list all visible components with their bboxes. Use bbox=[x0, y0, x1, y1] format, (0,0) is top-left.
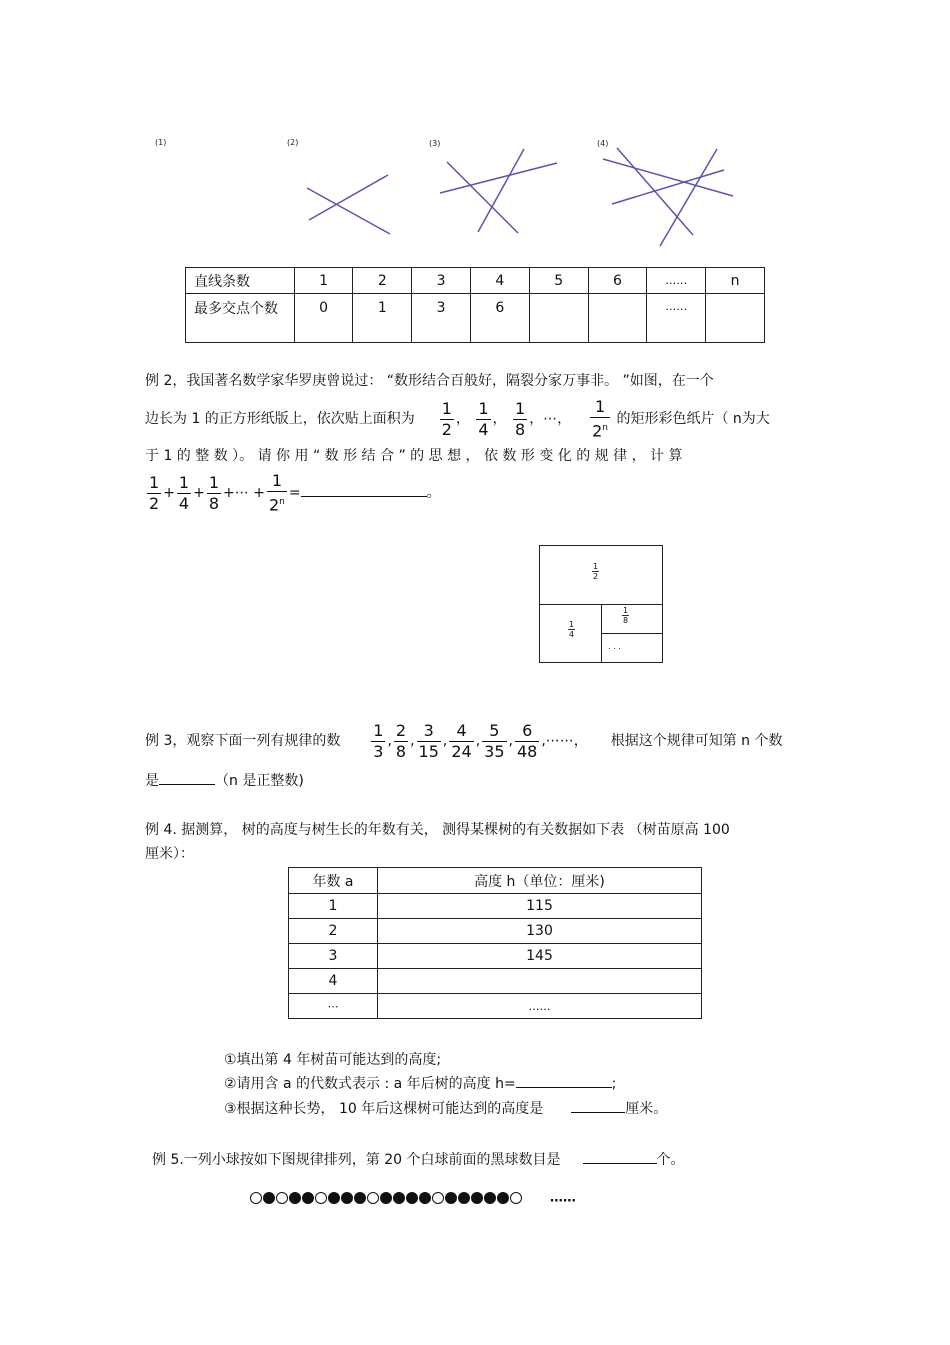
fig2-line-a bbox=[307, 188, 390, 234]
table1-cell: 1 bbox=[294, 268, 353, 294]
ex5-line1: 例 5.一列小球按如下图规律排列，第 20 个白球前面的黑球数目是 个。 bbox=[152, 1152, 685, 1168]
table1-cell: 1 bbox=[353, 294, 412, 343]
ex3-answer-blank[interactable] bbox=[159, 784, 215, 785]
area-diagram bbox=[539, 545, 663, 663]
tree-table-cell: 3 bbox=[289, 944, 378, 969]
black-ball bbox=[341, 1192, 353, 1204]
seq-term-3: $\frac{3}{15}$ bbox=[418, 720, 439, 761]
table1-cell bbox=[588, 294, 647, 343]
area-quarter: $\frac{1}{4}$ bbox=[540, 604, 602, 662]
figure-label-4: (4) bbox=[597, 139, 609, 148]
tree-table-cell: 2 bbox=[289, 919, 378, 944]
area-eighth: $\frac{1}{8}$ bbox=[602, 604, 662, 634]
tree-table-cell bbox=[378, 969, 702, 994]
black-ball bbox=[354, 1192, 366, 1204]
table1-header-intersections: 最多交点个数 bbox=[186, 294, 295, 343]
ex4-question-2: ②请用含 a 的代数式表示 : a 年后树的高度 h= ; bbox=[224, 1076, 617, 1092]
table1-cell: 6 bbox=[588, 268, 647, 294]
tree-table-cell: ⋯ bbox=[289, 994, 378, 1019]
ex2-line2-text: 边长为 1 的正方形纸版上，依次贴上面积为 bbox=[145, 411, 415, 427]
tree-table-cell: 130 bbox=[378, 919, 702, 944]
ex4-line1: 例 4. 据测算， 树的高度与树生长的年数有关， 测得某棵树的有关数据如下表 （树苗原高 100 bbox=[145, 822, 730, 838]
ex2-line2: 边长为 1 的正方形纸版上，依次贴上面积为 $\frac{1}{2}$ ， $\frac{1}{4}$ ， $\frac{1}{8}$ ，⋯， $\frac{1}{2^n}$ 的矩形彩色纸片（ n为大 bbox=[145, 396, 770, 441]
table1-cell bbox=[706, 294, 765, 343]
seq-term-6: $\frac{6}{48}$ bbox=[516, 720, 538, 761]
black-ball bbox=[328, 1192, 340, 1204]
sum-frac-nth: $\frac{1}{2^n}$ bbox=[268, 470, 285, 515]
area-rest: . . . bbox=[608, 642, 621, 651]
seq-term-1: $\frac{1}{3}$ bbox=[373, 720, 384, 761]
fig4-line-b bbox=[612, 170, 724, 204]
white-ball bbox=[250, 1192, 262, 1204]
area-half: $\frac{1}{2}$ bbox=[540, 546, 662, 605]
lines-figures bbox=[0, 0, 950, 260]
ex2-line3: 于 1 的 整 数 ）。 请 你 用 “ 数 形 结 合 ” 的 思 想 ， 依 数 形 变 化 的 规 律 ， 计 算 bbox=[145, 448, 683, 464]
table1-cell: 0 bbox=[294, 294, 353, 343]
black-ball bbox=[263, 1192, 275, 1204]
fig3-line-c bbox=[478, 149, 524, 232]
ex2-line2-tail: 的矩形彩色纸片（ n为大 bbox=[616, 411, 770, 427]
table1-cell: 3 bbox=[412, 294, 471, 343]
ex2-line1: 例 2，我国著名数学家华罗庚曾说过： “数形结合百般好，隔裂分家万事非。 ”如图，在一个 bbox=[145, 373, 714, 389]
tree-table-header-years: 年数 a bbox=[289, 868, 378, 894]
seq-term-5: $\frac{5}{35}$ bbox=[484, 720, 505, 761]
ex2-frac-quarter: $\frac{1}{4}$ bbox=[478, 398, 489, 439]
black-ball bbox=[445, 1192, 457, 1204]
black-ball bbox=[419, 1192, 431, 1204]
ball-sequence-more: …… bbox=[549, 1190, 576, 1206]
tree-table-header-height: 高度 h（单位：厘米) bbox=[378, 868, 702, 894]
ex4-line2: 厘米）： bbox=[145, 846, 194, 862]
black-ball bbox=[471, 1192, 483, 1204]
tree-table-cell: 115 bbox=[378, 894, 702, 919]
table1-cell: n bbox=[706, 268, 765, 294]
tree-table-cell: 4 bbox=[289, 969, 378, 994]
lines-intersections-table bbox=[185, 267, 765, 343]
fig2-line-b bbox=[309, 175, 388, 220]
fig4-line-a bbox=[603, 159, 733, 196]
ex2-frac-eighth: $\frac{1}{8}$ bbox=[515, 398, 526, 439]
ex3-line2: 是 （n 是正整数) bbox=[145, 773, 304, 789]
black-ball bbox=[458, 1192, 470, 1204]
white-ball bbox=[510, 1192, 522, 1204]
tree-table-cell: 145 bbox=[378, 944, 702, 969]
sum-frac-quarter: $\frac{1}{4}$ bbox=[178, 472, 190, 513]
seq-term-2: $\frac{2}{8}$ bbox=[395, 720, 407, 761]
fig4-line-d bbox=[660, 149, 717, 246]
white-ball bbox=[315, 1192, 327, 1204]
sum-answer-blank[interactable] bbox=[301, 496, 427, 497]
fig3-line-a bbox=[440, 163, 557, 193]
white-ball bbox=[432, 1192, 444, 1204]
black-ball bbox=[380, 1192, 392, 1204]
black-ball bbox=[497, 1192, 509, 1204]
table1-cell bbox=[529, 294, 588, 343]
tree-table-cell: 1 bbox=[289, 894, 378, 919]
table1-cell: …… bbox=[647, 268, 706, 294]
table1-cell: 2 bbox=[353, 268, 412, 294]
fig4-line-c bbox=[617, 148, 693, 235]
ex4-formula-blank[interactable] bbox=[516, 1087, 612, 1088]
table1-header-lines: 直线条数 bbox=[186, 268, 295, 294]
table1-cell: …… bbox=[647, 294, 706, 343]
table1-cell: 5 bbox=[529, 268, 588, 294]
figure-label-2: (2) bbox=[287, 138, 299, 147]
tree-height-table bbox=[288, 867, 702, 1019]
black-ball bbox=[393, 1192, 405, 1204]
ex4-question-3: ③根据这种长势， 10 年后这棵树可能达到的高度是 厘米。 bbox=[224, 1101, 668, 1117]
ex2-frac-nth: $\frac{1}{2^n}$ bbox=[592, 396, 608, 441]
seq-term-4: $\frac{4}{24}$ bbox=[451, 720, 472, 761]
figure-label-3: (3) bbox=[429, 139, 441, 148]
white-ball bbox=[367, 1192, 379, 1204]
ex4-height-blank[interactable] bbox=[571, 1112, 625, 1113]
white-ball bbox=[276, 1192, 288, 1204]
ball-sequence bbox=[250, 1190, 576, 1206]
ex2-sum: $\frac{1}{2}$ + $\frac{1}{4}$ + $\frac{1}{8}$ +⋯ + $\frac{1}{2^n}$ = 。 bbox=[149, 470, 441, 515]
black-ball bbox=[289, 1192, 301, 1204]
ex5-answer-blank[interactable] bbox=[583, 1163, 657, 1164]
sum-frac-half: $\frac{1}{2}$ bbox=[149, 472, 160, 513]
black-ball bbox=[484, 1192, 496, 1204]
figure-label-1: (1) bbox=[155, 138, 167, 147]
ex4-question-1: ①填出第 4 年树苗可能达到的高度; bbox=[224, 1052, 442, 1068]
ex2-frac-half: $\frac{1}{2}$ bbox=[441, 398, 452, 439]
table1-cell: 4 bbox=[471, 268, 530, 294]
table1-cell: 3 bbox=[412, 268, 471, 294]
sum-frac-eighth: $\frac{1}{8}$ bbox=[208, 472, 220, 513]
table1-cell: 6 bbox=[471, 294, 530, 343]
black-ball bbox=[406, 1192, 418, 1204]
ex3-line1: 例 3，观察下面一列有规律的数 $\frac{1}{3}$ , $\frac{2}{8}$ , $\frac{3}{15}$ , $\frac{4}{24}$ , $\frac{5}{35}$ , $\frac{6}{48}$ ,⋯⋯， 根据这个规律可知第 n 个数 bbox=[145, 720, 783, 761]
tree-table-cell: …… bbox=[378, 994, 702, 1019]
black-ball bbox=[302, 1192, 314, 1204]
